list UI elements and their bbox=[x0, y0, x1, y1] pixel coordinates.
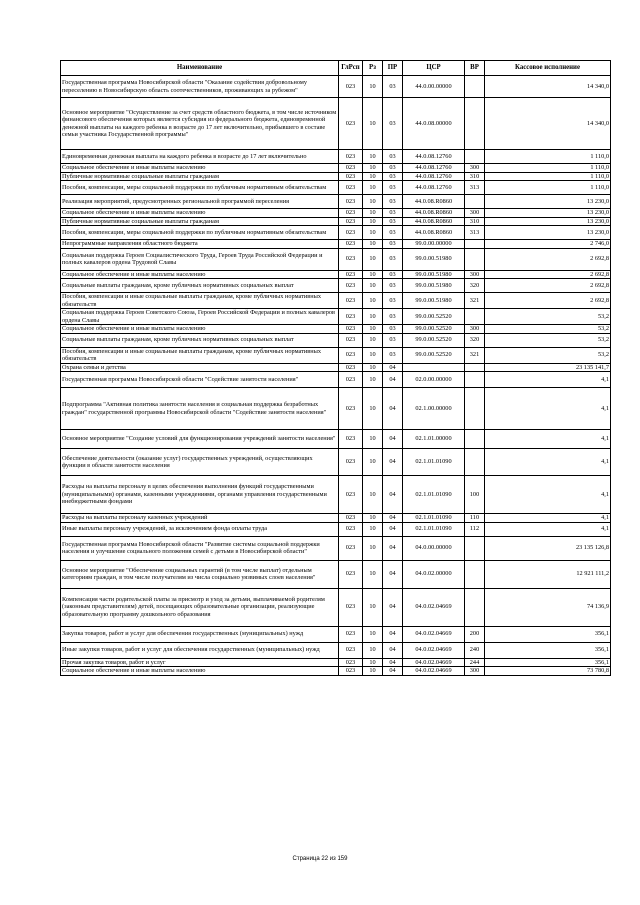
cell-pr: 03 bbox=[383, 347, 403, 363]
cell-pr: 03 bbox=[383, 240, 403, 249]
cell-vr: 310 bbox=[465, 217, 485, 226]
cell-vr bbox=[465, 76, 485, 98]
cell-amount: 356,1 bbox=[485, 658, 611, 667]
budget-table-container bbox=[60, 60, 610, 676]
cell-csr: 44.0.08.R0860 bbox=[403, 217, 465, 226]
cell-csr: 02.1.01.01090 bbox=[403, 449, 465, 476]
cell-name: Государственная программа Новосибирской области "Оказание содействия добровольному переселению в Новосибирскую область соотечественников, проживающих за рубежом" bbox=[61, 76, 339, 98]
table-row bbox=[61, 209, 611, 218]
cell-name: Иные выплаты персоналу учреждений, за исключением фонда оплаты труда bbox=[61, 522, 339, 536]
cell-vr bbox=[465, 372, 485, 388]
cell-glrsp: 023 bbox=[339, 449, 363, 476]
cell-name: Социальные выплаты гражданам, кроме публичных нормативных социальных выплат bbox=[61, 333, 339, 347]
cell-vr bbox=[465, 248, 485, 270]
cell-glrsp: 023 bbox=[339, 476, 363, 514]
cell-pr: 04 bbox=[383, 449, 403, 476]
cell-pr: 03 bbox=[383, 150, 403, 164]
cell-csr: 04.0.00.00000 bbox=[403, 536, 465, 560]
header-rz: Рз bbox=[363, 61, 383, 76]
cell-rz: 10 bbox=[363, 76, 383, 98]
cell-rz: 10 bbox=[363, 626, 383, 642]
cell-amount: 356,1 bbox=[485, 626, 611, 642]
cell-name: Охрана семьи и детства bbox=[61, 363, 339, 372]
cell-csr: 44.0.08.12760 bbox=[403, 164, 465, 173]
cell-rz: 10 bbox=[363, 430, 383, 449]
cell-amount: 13 230,0 bbox=[485, 217, 611, 226]
cell-csr: 44.0.08.12760 bbox=[403, 150, 465, 164]
cell-vr bbox=[465, 449, 485, 476]
cell-vr bbox=[465, 240, 485, 249]
cell-amount: 4,1 bbox=[485, 449, 611, 476]
cell-csr: 44.0.00.00000 bbox=[403, 76, 465, 98]
cell-vr bbox=[465, 309, 485, 325]
table-row bbox=[61, 309, 611, 325]
cell-amount: 2 692,8 bbox=[485, 248, 611, 270]
cell-vr: 240 bbox=[465, 642, 485, 658]
cell-amount: 1 110,0 bbox=[485, 181, 611, 195]
cell-rz: 10 bbox=[363, 347, 383, 363]
cell-amount: 2 692,8 bbox=[485, 279, 611, 293]
cell-glrsp: 023 bbox=[339, 98, 363, 150]
cell-rz: 10 bbox=[363, 240, 383, 249]
table-row bbox=[61, 226, 611, 240]
cell-pr: 03 bbox=[383, 209, 403, 218]
cell-name: Социальное обеспечение и иные выплаты населению bbox=[61, 270, 339, 279]
header-amount: Кассовое исполнение bbox=[485, 61, 611, 76]
table-row bbox=[61, 560, 611, 588]
cell-vr: 320 bbox=[465, 279, 485, 293]
cell-name: Публичные нормативные социальные выплаты гражданам bbox=[61, 217, 339, 226]
cell-name: Расходы на выплаты персоналу казенных учреждений bbox=[61, 514, 339, 523]
cell-csr: 44.0.08.00000 bbox=[403, 98, 465, 150]
cell-vr bbox=[465, 388, 485, 430]
cell-rz: 10 bbox=[363, 150, 383, 164]
cell-rz: 10 bbox=[363, 226, 383, 240]
cell-vr: 313 bbox=[465, 181, 485, 195]
cell-rz: 10 bbox=[363, 309, 383, 325]
cell-rz: 10 bbox=[363, 560, 383, 588]
cell-csr: 99.0.00.52520 bbox=[403, 347, 465, 363]
cell-name: Социальное обеспечение и иные выплаты населению bbox=[61, 164, 339, 173]
cell-pr: 04 bbox=[383, 522, 403, 536]
cell-glrsp: 023 bbox=[339, 293, 363, 309]
cell-rz: 10 bbox=[363, 372, 383, 388]
cell-glrsp: 023 bbox=[339, 372, 363, 388]
cell-pr: 03 bbox=[383, 195, 403, 209]
cell-name: Социальная поддержка Героев Советского Союза, Героев Российской Федерации и полных кавалеров ордена Славы bbox=[61, 309, 339, 325]
cell-name: Компенсация части родительской платы за присмотр и уход за детьми, выплачиваемой родителям (законным представителям) детей, посещающих образовательные организации, реализующие образовательную программу дошкольного образования bbox=[61, 588, 339, 626]
cell-pr: 03 bbox=[383, 172, 403, 181]
cell-csr: 99.0.00.00000 bbox=[403, 240, 465, 249]
cell-glrsp: 023 bbox=[339, 388, 363, 430]
cell-pr: 03 bbox=[383, 181, 403, 195]
cell-csr bbox=[403, 363, 465, 372]
cell-amount: 1 110,0 bbox=[485, 172, 611, 181]
table-row bbox=[61, 150, 611, 164]
table-row bbox=[61, 642, 611, 658]
cell-name: Реализация мероприятий, предусмотренных региональной программой переселения bbox=[61, 195, 339, 209]
table-row bbox=[61, 588, 611, 626]
cell-rz: 10 bbox=[363, 588, 383, 626]
cell-csr: 04.0.02.04669 bbox=[403, 642, 465, 658]
cell-name: Пособия, компенсации, меры социальной поддержки по публичным нормативным обязательствам bbox=[61, 226, 339, 240]
cell-vr: 112 bbox=[465, 522, 485, 536]
cell-name: Иные закупки товаров, работ и услуг для обеспечения государственных (муниципальных) нужд bbox=[61, 642, 339, 658]
cell-glrsp: 023 bbox=[339, 522, 363, 536]
cell-vr: 244 bbox=[465, 658, 485, 667]
cell-csr: 02.1.01.01090 bbox=[403, 476, 465, 514]
cell-amount: 2 746,0 bbox=[485, 240, 611, 249]
cell-amount: 14 340,0 bbox=[485, 76, 611, 98]
cell-amount: 4,1 bbox=[485, 430, 611, 449]
cell-name: Закупка товаров, работ и услуг для обеспечения государственных (муниципальных) нужд bbox=[61, 626, 339, 642]
cell-name: Государственная программа Новосибирской области "Развитие системы социальной поддержки населения и улучшение социального положения семей с детьми в Новосибирской области" bbox=[61, 536, 339, 560]
cell-pr: 04 bbox=[383, 372, 403, 388]
cell-vr: 321 bbox=[465, 347, 485, 363]
cell-name: Социальные выплаты гражданам, кроме публичных нормативных социальных выплат bbox=[61, 279, 339, 293]
table-row bbox=[61, 293, 611, 309]
cell-rz: 10 bbox=[363, 449, 383, 476]
table-row bbox=[61, 388, 611, 430]
cell-rz: 10 bbox=[363, 293, 383, 309]
cell-vr: 300 bbox=[465, 209, 485, 218]
cell-name: Прочая закупка товаров, работ и услуг bbox=[61, 658, 339, 667]
cell-name: Подпрограмма "Активная политика занятости населения и социальная поддержка безработных граждан" государственной программы Новосибирской области "Содействие занятости населения" bbox=[61, 388, 339, 430]
table-row bbox=[61, 372, 611, 388]
cell-rz: 10 bbox=[363, 98, 383, 150]
table-row bbox=[61, 476, 611, 514]
page-footer: Страница 22 из 159 bbox=[292, 856, 348, 862]
cell-glrsp: 023 bbox=[339, 195, 363, 209]
cell-amount: 53,2 bbox=[485, 347, 611, 363]
cell-vr bbox=[465, 363, 485, 372]
cell-pr: 03 bbox=[383, 309, 403, 325]
table-row bbox=[61, 430, 611, 449]
cell-amount: 14 340,0 bbox=[485, 98, 611, 150]
cell-rz: 10 bbox=[363, 164, 383, 173]
cell-csr: 44.0.08.12760 bbox=[403, 172, 465, 181]
cell-pr: 04 bbox=[383, 642, 403, 658]
cell-rz: 10 bbox=[363, 514, 383, 523]
cell-amount: 1 110,0 bbox=[485, 164, 611, 173]
cell-rz: 10 bbox=[363, 181, 383, 195]
cell-rz: 10 bbox=[363, 217, 383, 226]
cell-vr: 110 bbox=[465, 514, 485, 523]
cell-glrsp: 023 bbox=[339, 667, 363, 676]
table-row bbox=[61, 514, 611, 523]
table-row bbox=[61, 333, 611, 347]
cell-pr: 04 bbox=[383, 658, 403, 667]
cell-pr: 04 bbox=[383, 476, 403, 514]
cell-pr: 04 bbox=[383, 514, 403, 523]
cell-amount: 53,2 bbox=[485, 309, 611, 325]
cell-name: Непрограммные направления областного бюджета bbox=[61, 240, 339, 249]
cell-pr: 03 bbox=[383, 270, 403, 279]
cell-glrsp: 023 bbox=[339, 536, 363, 560]
cell-glrsp: 023 bbox=[339, 560, 363, 588]
cell-glrsp: 023 bbox=[339, 164, 363, 173]
cell-glrsp: 023 bbox=[339, 150, 363, 164]
cell-name: Социальное обеспечение и иные выплаты населению bbox=[61, 667, 339, 676]
cell-pr: 03 bbox=[383, 279, 403, 293]
cell-pr: 04 bbox=[383, 667, 403, 676]
cell-csr: 02.1.01.01090 bbox=[403, 514, 465, 523]
cell-glrsp: 023 bbox=[339, 333, 363, 347]
cell-csr: 04.0.02.04669 bbox=[403, 667, 465, 676]
cell-csr: 99.0.00.52520 bbox=[403, 325, 465, 334]
table-row bbox=[61, 76, 611, 98]
table-row bbox=[61, 279, 611, 293]
cell-glrsp: 023 bbox=[339, 325, 363, 334]
cell-name: Пособия, компенсации и иные социальные выплаты гражданам, кроме публичных нормативных обязательств bbox=[61, 347, 339, 363]
table-row bbox=[61, 98, 611, 150]
cell-rz: 10 bbox=[363, 667, 383, 676]
table-body bbox=[61, 76, 611, 676]
cell-pr: 03 bbox=[383, 325, 403, 334]
cell-csr: 44.0.08.R0860 bbox=[403, 209, 465, 218]
cell-pr: 04 bbox=[383, 588, 403, 626]
cell-csr: 44.0.08.R0860 bbox=[403, 195, 465, 209]
cell-rz: 10 bbox=[363, 172, 383, 181]
cell-rz: 10 bbox=[363, 536, 383, 560]
cell-rz: 10 bbox=[363, 388, 383, 430]
cell-amount: 12 921 111,2 bbox=[485, 560, 611, 588]
cell-amount: 4,1 bbox=[485, 476, 611, 514]
cell-rz: 10 bbox=[363, 658, 383, 667]
cell-rz: 10 bbox=[363, 642, 383, 658]
cell-name: Основное мероприятие "Создание условий для функционирования учреждений занятости населения" bbox=[61, 430, 339, 449]
cell-vr: 100 bbox=[465, 476, 485, 514]
cell-glrsp: 023 bbox=[339, 626, 363, 642]
cell-amount: 356,1 bbox=[485, 642, 611, 658]
table-row bbox=[61, 195, 611, 209]
table-row bbox=[61, 164, 611, 173]
cell-amount: 73 780,8 bbox=[485, 667, 611, 676]
cell-csr: 99.0.00.52520 bbox=[403, 333, 465, 347]
cell-vr bbox=[465, 195, 485, 209]
cell-glrsp: 023 bbox=[339, 347, 363, 363]
cell-vr: 300 bbox=[465, 164, 485, 173]
header-name: Наименование bbox=[61, 61, 339, 76]
cell-amount: 23 135 126,8 bbox=[485, 536, 611, 560]
cell-rz: 10 bbox=[363, 279, 383, 293]
cell-csr: 04.0.02.00000 bbox=[403, 560, 465, 588]
cell-name: Пособия, компенсации, меры социальной поддержки по публичным нормативным обязательствам bbox=[61, 181, 339, 195]
table-row bbox=[61, 240, 611, 249]
cell-csr: 04.0.02.04669 bbox=[403, 588, 465, 626]
cell-rz: 10 bbox=[363, 248, 383, 270]
table-row bbox=[61, 325, 611, 334]
table-row bbox=[61, 217, 611, 226]
cell-rz: 10 bbox=[363, 325, 383, 334]
cell-rz: 10 bbox=[363, 333, 383, 347]
cell-name: Обеспечение деятельности (оказание услуг) государственных учреждений, осуществляющих функции в области занятости населения bbox=[61, 449, 339, 476]
cell-vr: 313 bbox=[465, 226, 485, 240]
cell-amount: 13 230,0 bbox=[485, 226, 611, 240]
cell-glrsp: 023 bbox=[339, 514, 363, 523]
cell-vr bbox=[465, 588, 485, 626]
table-row bbox=[61, 522, 611, 536]
cell-vr: 300 bbox=[465, 270, 485, 279]
cell-pr: 04 bbox=[383, 430, 403, 449]
cell-amount: 4,1 bbox=[485, 372, 611, 388]
cell-amount: 4,1 bbox=[485, 388, 611, 430]
cell-glrsp: 023 bbox=[339, 172, 363, 181]
cell-glrsp: 023 bbox=[339, 309, 363, 325]
cell-glrsp: 023 bbox=[339, 270, 363, 279]
cell-glrsp: 023 bbox=[339, 217, 363, 226]
cell-amount: 4,1 bbox=[485, 514, 611, 523]
table-row bbox=[61, 363, 611, 372]
cell-glrsp: 023 bbox=[339, 248, 363, 270]
cell-vr: 310 bbox=[465, 172, 485, 181]
cell-glrsp: 023 bbox=[339, 430, 363, 449]
cell-glrsp: 023 bbox=[339, 658, 363, 667]
cell-csr: 04.0.02.04669 bbox=[403, 658, 465, 667]
cell-glrsp: 023 bbox=[339, 642, 363, 658]
cell-pr: 04 bbox=[383, 363, 403, 372]
cell-amount: 74 136,9 bbox=[485, 588, 611, 626]
cell-glrsp: 023 bbox=[339, 226, 363, 240]
cell-glrsp: 023 bbox=[339, 363, 363, 372]
cell-vr bbox=[465, 536, 485, 560]
cell-name: Публичные нормативные социальные выплаты гражданам bbox=[61, 172, 339, 181]
cell-name: Единовременная денежная выплата на каждого ребенка в возрасте до 17 лет включительно bbox=[61, 150, 339, 164]
cell-csr: 99.0.00.51980 bbox=[403, 293, 465, 309]
cell-vr: 200 bbox=[465, 626, 485, 642]
cell-pr: 03 bbox=[383, 164, 403, 173]
cell-pr: 04 bbox=[383, 560, 403, 588]
table-row bbox=[61, 626, 611, 642]
cell-csr: 99.0.00.51980 bbox=[403, 279, 465, 293]
cell-rz: 10 bbox=[363, 270, 383, 279]
cell-vr: 300 bbox=[465, 325, 485, 334]
cell-pr: 04 bbox=[383, 536, 403, 560]
header-vr: ВР bbox=[465, 61, 485, 76]
cell-name: Социальное обеспечение и иные выплаты населению bbox=[61, 209, 339, 218]
cell-name: Социальное обеспечение и иные выплаты населению bbox=[61, 325, 339, 334]
header-pr: ПР bbox=[383, 61, 403, 76]
table-row bbox=[61, 536, 611, 560]
table-row bbox=[61, 172, 611, 181]
cell-name: Социальная поддержка Героев Социалистического Труда, Героев Труда Российской Федерации и полных кавалеров ордена Трудовой Славы bbox=[61, 248, 339, 270]
table-row bbox=[61, 248, 611, 270]
cell-vr: 300 bbox=[465, 667, 485, 676]
cell-pr: 03 bbox=[383, 293, 403, 309]
cell-csr: 99.0.00.51980 bbox=[403, 270, 465, 279]
table-row bbox=[61, 449, 611, 476]
cell-csr: 99.0.00.52520 bbox=[403, 309, 465, 325]
cell-glrsp: 023 bbox=[339, 181, 363, 195]
cell-amount: 2 692,8 bbox=[485, 270, 611, 279]
cell-pr: 03 bbox=[383, 217, 403, 226]
cell-glrsp: 023 bbox=[339, 279, 363, 293]
cell-csr: 44.0.08.R0860 bbox=[403, 226, 465, 240]
cell-amount: 2 692,8 bbox=[485, 293, 611, 309]
table-row bbox=[61, 658, 611, 667]
cell-rz: 10 bbox=[363, 195, 383, 209]
cell-amount: 53,2 bbox=[485, 333, 611, 347]
cell-vr bbox=[465, 150, 485, 164]
table-header-row bbox=[61, 61, 611, 76]
cell-rz: 10 bbox=[363, 522, 383, 536]
cell-glrsp: 023 bbox=[339, 76, 363, 98]
cell-csr: 99.0.00.51980 bbox=[403, 248, 465, 270]
cell-csr: 44.0.08.12760 bbox=[403, 181, 465, 195]
cell-vr: 321 bbox=[465, 293, 485, 309]
table-row bbox=[61, 181, 611, 195]
budget-execution-table bbox=[60, 60, 611, 676]
cell-csr: 02.1.00.00000 bbox=[403, 388, 465, 430]
cell-amount: 13 230,0 bbox=[485, 195, 611, 209]
cell-csr: 02.0.00.00000 bbox=[403, 372, 465, 388]
cell-glrsp: 023 bbox=[339, 209, 363, 218]
cell-pr: 03 bbox=[383, 333, 403, 347]
cell-glrsp: 023 bbox=[339, 240, 363, 249]
cell-amount: 23 135 141,7 bbox=[485, 363, 611, 372]
table-row bbox=[61, 347, 611, 363]
cell-pr: 04 bbox=[383, 388, 403, 430]
cell-pr: 04 bbox=[383, 626, 403, 642]
cell-vr: 320 bbox=[465, 333, 485, 347]
table-row bbox=[61, 667, 611, 676]
cell-vr bbox=[465, 430, 485, 449]
cell-name: Государственная программа Новосибирской области "Содействие занятости населения" bbox=[61, 372, 339, 388]
header-csr: ЦСР bbox=[403, 61, 465, 76]
cell-amount: 4,1 bbox=[485, 522, 611, 536]
cell-amount: 53,2 bbox=[485, 325, 611, 334]
cell-amount: 1 110,0 bbox=[485, 150, 611, 164]
cell-csr: 04.0.02.04669 bbox=[403, 626, 465, 642]
cell-rz: 10 bbox=[363, 476, 383, 514]
cell-name: Основное мероприятие "Осуществление за счет средств областного бюджета, в том числе источником финансового обеспечения которых является субсидия из федерального бюджета, единовременной денежной выплаты на каждого ребенка в возрасте до 17 лет включительно, прибывшего в составе семьи участника Государственной программы" bbox=[61, 98, 339, 150]
cell-name: Расходы на выплаты персоналу в целях обеспечения выполнения функций государственными (муниципальными) органами, казенными учреждениями, органами управления государственными внебюджетными фондами bbox=[61, 476, 339, 514]
cell-pr: 03 bbox=[383, 248, 403, 270]
cell-csr: 02.1.01.00000 bbox=[403, 430, 465, 449]
cell-rz: 10 bbox=[363, 209, 383, 218]
cell-vr bbox=[465, 560, 485, 588]
cell-glrsp: 023 bbox=[339, 588, 363, 626]
cell-name: Основное мероприятие "Обеспечение социальных гарантий (в том числе выплат) отдельным категориям граждан, в том числе получателям из числа социально уязвимых слоев населения" bbox=[61, 560, 339, 588]
cell-name: Пособия, компенсации и иные социальные выплаты гражданам, кроме публичных нормативных обязательств bbox=[61, 293, 339, 309]
cell-csr: 02.1.01.01090 bbox=[403, 522, 465, 536]
cell-pr: 03 bbox=[383, 226, 403, 240]
table-row bbox=[61, 270, 611, 279]
cell-rz: 10 bbox=[363, 363, 383, 372]
cell-amount: 13 230,0 bbox=[485, 209, 611, 218]
cell-pr: 03 bbox=[383, 76, 403, 98]
cell-pr: 03 bbox=[383, 98, 403, 150]
cell-vr bbox=[465, 98, 485, 150]
header-glrsp: ГлРсп bbox=[339, 61, 363, 76]
